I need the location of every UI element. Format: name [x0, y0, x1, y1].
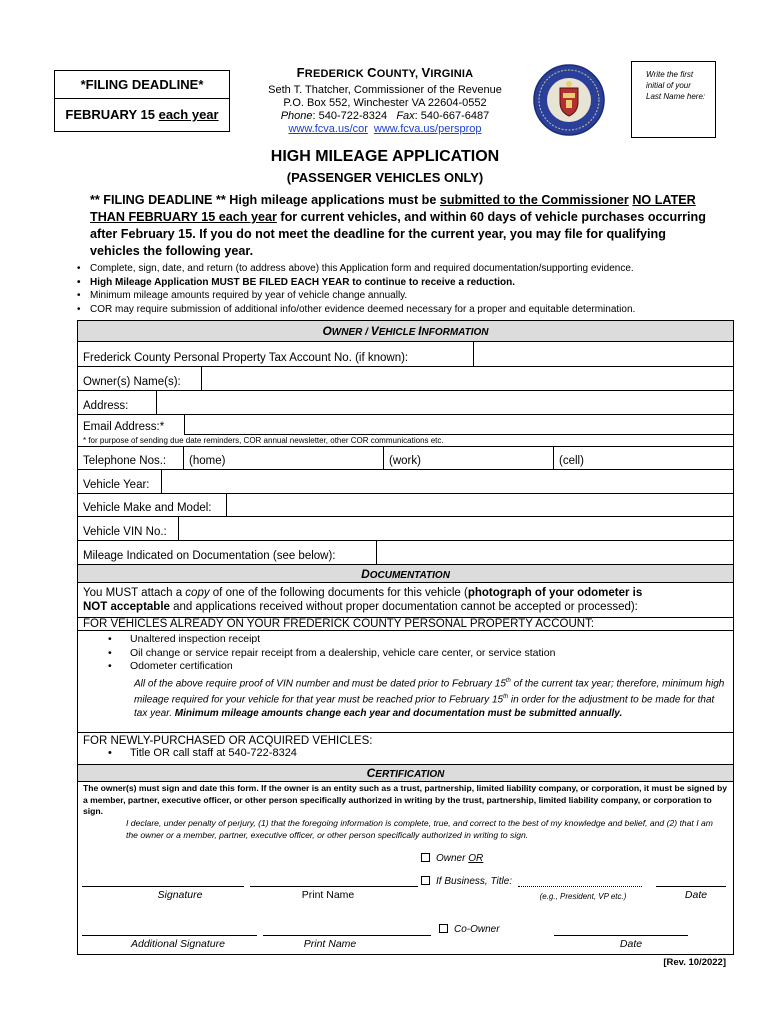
checkbox-icon[interactable]: [439, 924, 448, 933]
owner-name-row: Owner(s) Name(s):: [78, 367, 733, 391]
new-documents-list: [108, 747, 297, 761]
form-subtitle: (PASSENGER VEHICLES ONLY): [286, 170, 484, 185]
instruction-item: • COR may require submission of additional info/other evidence deemed necessary for a proper and equitable determination.: [77, 303, 737, 317]
cor-link[interactable]: www.fcva.us/cor: [288, 123, 368, 135]
work-phone-field[interactable]: (work): [383, 447, 553, 469]
existing-documents-list: [108, 633, 555, 674]
date-label: Date: [684, 889, 708, 901]
vehicle-make-row: Vehicle Make and Model:: [78, 494, 733, 517]
document-item: • Oil change or service repair receipt from a dealership, vehicle care center, or service station: [108, 647, 555, 661]
owner-checkbox[interactable]: Owner OR: [421, 853, 483, 864]
deadline-title: *FILING DEADLINE*: [55, 71, 229, 99]
telephone-row: Telephone Nos.: (home) (work) (cell): [78, 447, 733, 470]
instruction-item: • Complete, sign, date, and return (to address above) this Application form and required documentation/supporting evidence.: [77, 262, 737, 276]
document-item: • Odometer certification: [108, 660, 555, 674]
account-number-row: Frederick County Personal Property Tax Account No. (if known):: [78, 342, 733, 367]
proof-requirement-note: All of the above require proof of VIN number and must be dated prior to February 15th of the current tax year; therefore, minimum high mileage required for your vehicle for that year must be reached prior to February 15th in order for the adjustment to be made for that tax year. Minimum mileage amounts change each year and documentation must be submitted annually.: [134, 678, 725, 719]
instructions-list: [77, 262, 737, 317]
date-label-2: Date: [619, 938, 643, 950]
date-line[interactable]: [656, 886, 726, 887]
title-example-label: (e.g., President, VP etc.): [539, 892, 627, 901]
commissioner-name: Seth T. Thatcher, Commissioner of the Revenue: [268, 84, 502, 96]
persprop-link[interactable]: www.fcva.us/persprop: [373, 123, 482, 135]
last-name-initial-box[interactable]: Write the first initial of your Last Name here:: [631, 61, 716, 138]
filing-deadline-notice: ** FILING DEADLINE ** High mileage applications must be submitted to the Commissioner NO LATER THAN FEBRUARY 15 each year for current vehicles, and within 60 days of vehicle purchases occurring after February 15. If you do not meet the deadline for the current year, you may file for qualifying vehicles the following year.: [90, 193, 706, 258]
web-links: [250, 123, 520, 136]
instruction-item: • Minimum mileage amounts required by year of vehicle change annually.: [77, 289, 737, 303]
business-title-line[interactable]: [518, 886, 642, 887]
vehicle-year-field[interactable]: [161, 470, 733, 493]
filing-deadline-box: [54, 70, 230, 132]
print-name-label: Print Name: [301, 889, 355, 901]
certification-section-header: CERTIFICATION: [78, 764, 733, 782]
vehicle-vin-row: Vehicle VIN No.:: [78, 517, 733, 541]
application-form: [77, 320, 734, 955]
mailing-address: P.O. Box 552, Winchester VA 22604-0552: [283, 97, 487, 109]
email-row: Email Address:*: [78, 415, 733, 435]
checkbox-icon[interactable]: [421, 876, 430, 885]
co-owner-checkbox[interactable]: Co-Owner: [439, 924, 500, 935]
address-row: Address:: [78, 391, 733, 415]
mileage-field[interactable]: [376, 541, 733, 564]
account-number-field[interactable]: [473, 342, 733, 366]
vehicle-year-row: Vehicle Year:: [78, 470, 733, 494]
county-seal-icon: [533, 64, 605, 136]
form-title: HIGH MILEAGE APPLICATION: [270, 148, 500, 165]
revision-label: [Rev. 10/2022]: [663, 957, 726, 968]
mileage-row: Mileage Indicated on Documentation (see below):: [78, 541, 733, 564]
date-line-2[interactable]: [554, 935, 688, 936]
certification-instructions: The owner(s) must sign and date this form. If the owner is an entity such as a trust, partnership, limited liability company, or corporation, it must be signed by a member, partner, executive officer, or other person specifically authorized in writing by the trust, partnership, limited liability company, or corporation to sign.: [83, 783, 727, 816]
additional-signature-line[interactable]: [82, 935, 257, 936]
vehicle-make-field[interactable]: [226, 494, 733, 516]
print-name-line[interactable]: [250, 886, 418, 887]
print-name-label-2: Print Name: [303, 938, 357, 950]
vehicle-vin-field[interactable]: [178, 517, 733, 540]
signature-label: Signature: [157, 889, 203, 901]
print-name-line-2[interactable]: [263, 935, 431, 936]
email-note-row: * for purpose of sending due date reminders, COR annual newsletter, other COR communications etc.: [78, 435, 733, 447]
perjury-declaration: I declare, under penalty of perjury, (1) that the foregoing information is complete, true, and correct to the best of my knowledge and belief, and (2) that I am the owner or a member, partner, executive officer, or other person specifically authorized in writing to sign.: [126, 818, 713, 840]
owner-vehicle-section-header: OWNER / VEHICLE INFORMATION: [78, 320, 733, 342]
signature-line[interactable]: [82, 886, 244, 887]
cell-phone-field[interactable]: (cell): [553, 447, 733, 469]
business-checkbox[interactable]: If Business, Title:: [421, 876, 512, 887]
additional-signature-label: Additional Signature: [131, 938, 225, 950]
office-header: [250, 66, 520, 136]
existing-vehicles-header: FOR VEHICLES ALREADY ON YOUR FREDERICK COUNTY PERSONAL PROPERTY ACCOUNT:: [78, 617, 733, 631]
documentation-section-header: DOCUMENTATION: [78, 564, 733, 583]
deadline-date: FEBRUARY 15 each year: [65, 107, 219, 122]
county-name: FREDERICK COUNTY, VIRGINIA: [296, 65, 474, 80]
home-phone-field[interactable]: (home): [183, 447, 383, 469]
instruction-item: • High Mileage Application MUST BE FILED EACH YEAR to continue to receive a reduction.: [77, 276, 737, 290]
documentation-requirement: You MUST attach a copy of one of the following documents for this vehicle (photograph of your odometer is NOT acceptable and applications received without proper documentation cannot be accepted or processed):: [83, 587, 643, 613]
owner-name-field[interactable]: [201, 367, 733, 390]
phone-fax: Phone: 540-722-8324 Fax: 540-667-6487: [280, 110, 490, 122]
email-field[interactable]: [184, 415, 733, 435]
document-item: • Title OR call staff at 540-722-8324: [108, 747, 297, 761]
new-vehicles-header: FOR NEWLY-PURCHASED OR ACQUIRED VEHICLES:: [78, 732, 733, 747]
document-item: • Unaltered inspection receipt: [108, 633, 555, 647]
address-field[interactable]: [156, 391, 733, 414]
checkbox-icon[interactable]: [421, 853, 430, 862]
